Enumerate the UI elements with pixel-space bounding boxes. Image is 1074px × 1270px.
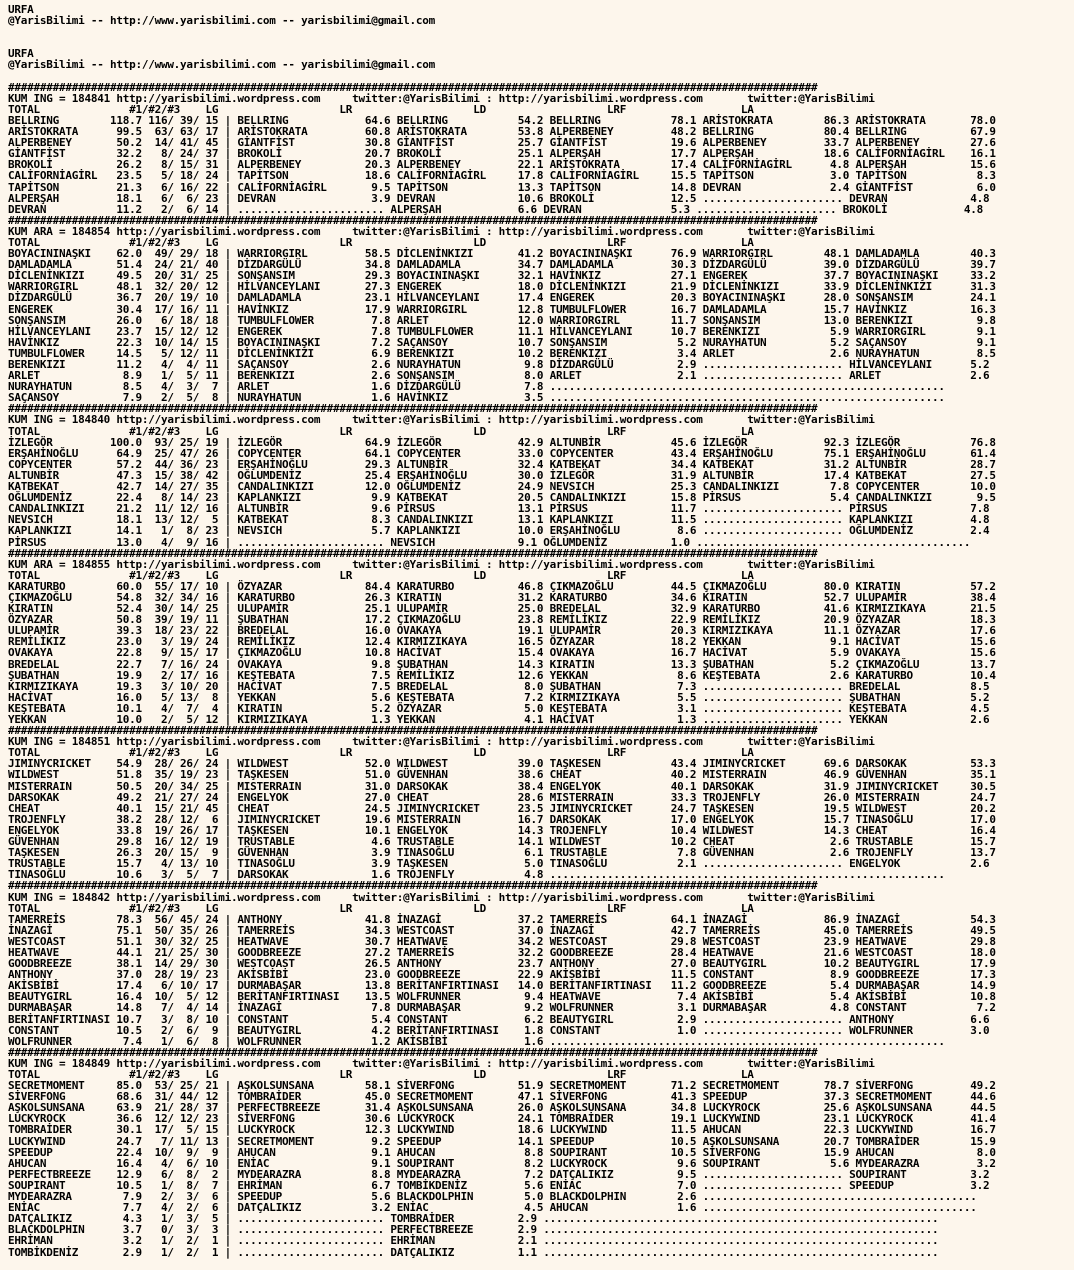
table-row: EHRİMAN 3.2 1/ 2/ 1 | ....................... EHRİMAN 2.1 .............................................................. (8, 1234, 939, 1248)
table-row: KEŞTEBATA 10.1 4/ 7/ 4 | KIRATIN 5.2 ÖZYAZAR 5.0 KEŞTEBATA 3.1 ...................... KEŞTEBATA 4.5 (8, 701, 990, 715)
table-row: KIRMIZIKAYA 19.3 3/ 10/ 20 | HACİVAT 7.5 BREDELAL 8.0 ŞUBATHAN 7.3 ...................... BREDELAL 8.5 (8, 679, 990, 693)
table-row: COPYCENTER 57.2 44/ 36/ 23 | ERŞAHİNOĞLU 29.3 ALTUNBİR 32.4 KATBEKAT 34.4 KATBEKAT 31.2 ALTUNBİR 28.7 (8, 457, 996, 471)
table-row: ŞUBATHAN 19.9 2/ 17/ 16 | KEŞTEBATA 7.5 REMİLİKIZ 12.6 YEKKAN 8.6 KEŞTEBATA 2.6 KARATURBO 10.4 (8, 668, 996, 682)
table-row: NEVSICH 18.1 13/ 12/ 5 | KATBEKAT 8.3 CANDALINKIZI 13.1 KAPLANKIZI 11.5 ...................... KAPLANKIZI 4.8 (8, 513, 990, 527)
table-row: DURMABAŞAR 14.8 7/ 4/ 14 | İNAZAGİ 7.8 DURMABAŞAR 9.2 WOLFRUNNER 3.1 DURMABAŞAR 4.8 CONSTANT 7.2 (8, 1001, 996, 1015)
table-row: İNAZAGİ 75.1 50/ 35/ 26 | TAMERREİS 34.3 WESTCOAST 37.0 İNAZAGİ 42.7 TAMERREİS 45.0 TAMERREİS 49.5 (8, 923, 996, 937)
table-row: ALPERŞAH 18.1 6/ 6/ 23 | DEVRAN 3.9 DEVRAN 10.6 BROKOLİ 12.5 ...................... DEVRAN 4.8 (8, 191, 990, 205)
table-row: WARRIORGIRL 48.1 32/ 20/ 12 | HİLVANCEYLANI 27.3 ENGEREK 18.0 DİCLENİNKIZI 21.9 DİCLENİNKIZI 33.9 DİCLENİNKIZI 31.3 (8, 280, 996, 294)
table-row: HACİVAT 16.0 5/ 13/ 8 | YEKKAN 5.6 KEŞTEBATA 7.2 KIRMIZIKAYA 5.5 ...................... ŞUBATHAN 5.2 (8, 690, 990, 704)
table-row: MISTERRAIN 50.5 20/ 34/ 25 | MISTERRAIN 31.0 DARSOKAK 38.4 ENGELYOK 40.1 DARSOKAK 31.9 JIMINYCRICKET 30.5 (8, 779, 996, 793)
column-header: TOTAL #1/#2/#3 LG LR LD LRF LA (8, 568, 754, 582)
table-row: HEATWAVE 44.1 21/ 25/ 30 | GOODBREEZE 27.2 TAMERREİS 32.2 GOODBREEZE 28.4 HEATWAVE 21.6 WESTCOAST 18.0 (8, 945, 996, 959)
table-row: BLACKDOLPHIN 3.7 0/ 3/ 3 | ....................... PERFECTBREEZE 2.9 .............................................................. (8, 1223, 939, 1237)
race-header: KUM ING = 184851 http://yarisbilimi.wordpress.com twitter:@YarisBilimi : http://yarisbilimi.wordpress.com twitter:@YarisBilimi (8, 735, 875, 749)
table-row: BOYACININAŞKI 62.0 49/ 29/ 18 | WARRIORGIRL 58.5 DİCLENİNKIZI 41.2 BOYACININAŞKI 76.9 WARRIORGIRL 48.1 DAMLADAMLA 40.3 (8, 247, 996, 261)
table-row: SAÇANSOY 7.9 2/ 5/ 8 | NURAYHATUN 1.6 HAVİNKIZ 3.5 .............................................................. (8, 391, 945, 405)
table-row: BROKOLİ 26.2 8/ 15/ 31 | ALPERBENEY 20.3 ALPERBENEY 22.1 ARİSTOKRATA 17.4 CALİFORNİAGİRL 4.8 ALPERŞAH 15.6 (8, 158, 996, 172)
table-row: LUCKYROCK 36.6 12/ 12/ 23 | SİVERFONG 30.6 LUCKYROCK 24.1 TOMBRAİDER 19.1 LUCKYWIND 23.1 LUCKYROCK 41.4 (8, 1112, 996, 1126)
table-row: JIMINYCRICKET 54.9 28/ 26/ 24 | WILDWEST 52.0 WILDWEST 39.0 TAŞKESEN 43.4 JIMINYCRICKET 69.6 DARSOKAK 53.3 (8, 757, 996, 771)
table-row: SONŞANSIM 26.0 6/ 18/ 18 | TUMBULFLOWER 7.8 ARLET 12.0 WARRIORGIRL 11.7 SONŞANSIM 13.0 BERENKIZI 9.8 (8, 313, 996, 327)
table-row: ARLET 8.9 1/ 5/ 11 | BERENKIZI 2.6 SONŞANSIM 8.0 ARLET 2.1 ...................... ARLET 2.6 (8, 369, 990, 383)
table-row: DARSOKAK 49.2 21/ 27/ 24 | ENGELYOK 27.0 CHEAT 28.6 MISTERRAIN 33.3 TROJENFLY 26.0 MISTERRAIN 24.7 (8, 790, 996, 804)
blank-line (8, 26, 1074, 37)
table-row: GİANTFİST 32.2 8/ 24/ 37 | BROKOLİ 20.7 BROKOLİ 25.1 ALPERŞAH 17.7 ALPERŞAH 18.6 CALİFORNİAGİRL 16.1 (8, 147, 996, 161)
race-header: KUM ING = 184840 http://yarisbilimi.wordpress.com twitter:@YarisBilimi : http://yarisbilimi.wordpress.com twitter:@YarisBilimi (8, 413, 875, 427)
column-header: TOTAL #1/#2/#3 LG LR LD LRF LA (8, 235, 754, 249)
table-row: ERŞAHİNOĞLU 64.9 25/ 47/ 26 | COPYCENTER 64.1 COPYCENTER 33.0 COPYCENTER 43.4 ERŞAHİNOĞLU 75.1 ERŞAHİNOĞLU 61.4 (8, 446, 996, 460)
table-row: SECRETMOMENT 85.0 53/ 25/ 21 | AŞKOLSUNSANA 58.1 SİVERFONG 51.9 SECRETMOMENT 71.2 SECRETMOMENT 78.7 SİVERFONG 49.2 (8, 1079, 996, 1093)
column-header: TOTAL #1/#2/#3 LG LR LD LRF LA (8, 102, 754, 116)
table-row: ULUPAMİR 39.3 18/ 23/ 22 | BREDELAL 16.0 OVAKAYA 19.1 ULUPAMİR 20.3 KIRMIZIKAYA 11.1 ÖZYAZAR 17.6 (8, 624, 996, 638)
table-row: TOMBRAİDER 30.1 17/ 5/ 15 | LUCKYROCK 12.3 LUCKYWIND 18.6 LUCKYWIND 11.5 AHUCAN 22.3 LUCKYWIND 16.7 (8, 1123, 996, 1137)
table-row: REMİLİKIZ 23.0 3/ 19/ 24 | REMİLİKIZ 12.4 KIRMIZIKAYA 16.5 ÖZYAZAR 18.2 YEKKAN 9.1 HACİVAT 15.6 (8, 635, 996, 649)
table-row: SİVERFONG 68.6 31/ 44/ 12 | TOMBRAİDER 45.0 SECRETMOMENT 47.1 SİVERFONG 41.3 SPEEDUP 37.3 SECRETMOMENT 44.6 (8, 1090, 996, 1104)
table-row: CANDALINKIZI 21.2 11/ 12/ 16 | ALTUNBİR 9.6 PİRSUS 13.1 PİRSUS 11.7 ...................... PİRSUS 7.8 (8, 502, 990, 516)
table-row: TAMERREİS 78.3 56/ 45/ 24 | ANTHONY 41.8 İNAZAGİ 37.2 TAMERREİS 64.1 İNAZAGİ 86.9 İNAZAGİ 54.3 (8, 912, 996, 926)
column-header: TOTAL #1/#2/#3 LG LR LD LRF LA (8, 746, 754, 760)
table-row: GÜVENHAN 29.8 16/ 12/ 19 | TRUSTABLE 4.6 TRUSTABLE 14.1 WILDWEST 10.2 CHEAT 2.6 TRUSTABLE 15.7 (8, 835, 996, 849)
table-row: TAPİTSON 21.3 6/ 16/ 22 | CALİFORNİAGİRL 9.5 TAPİTSON 13.3 TAPİTSON 14.8 DEVRAN 2.4 GİANTFİST 6.0 (8, 180, 996, 194)
table-row: TAŞKESEN 26.3 20/ 15/ 9 | GÜVENHAN 3.9 TINASOĞLU 6.1 TRUSTABLE 7.8 GÜVENHAN 2.6 TROJENFLY 13.7 (8, 846, 996, 860)
column-header: TOTAL #1/#2/#3 LG LR LD LRF LA (8, 1068, 754, 1081)
table-row: ENİAC 7.7 4/ 2/ 6 | DATÇALIKIZ 3.2 ENİAC 4.5 AHUCAN 1.6 ........................................... (8, 1201, 977, 1215)
table-row: TROJENFLY 38.2 28/ 12/ 6 | JIMINYCRICKET 19.6 MISTERRAIN 16.7 DARSOKAK 17.0 ENGELYOK 15.7 TINASOĞLU 17.0 (8, 812, 996, 826)
table-row: PİRSUS 13.0 4/ 9/ 16 | ....................... NEVSICH 9.1 OĞLUMDENİZ 1.0 ........................................... (8, 535, 971, 549)
table-row: ÖZYAZAR 50.8 39/ 19/ 11 | ŞUBATHAN 17.2 ÇIKMAZOĞLU 23.8 REMİLİKIZ 22.9 REMİLİKIZ 20.9 ÖZYAZAR 18.3 (8, 613, 996, 627)
table-row: DEVRAN 11.2 2/ 6/ 14 | ....................... ALPERŞAH 6.6 DEVRAN 5.3 ...................... BROKOLİ 4.8 (8, 202, 984, 216)
section-separator: ############################################################################################################################### (8, 213, 818, 227)
table-row: ALPERBENEY 50.2 14/ 41/ 45 | GİANTFİST 30.8 GİANTFİST 25.7 GİANTFİST 19.6 ALPERBENEY 33.7 ALPERBENEY 27.6 (8, 136, 996, 150)
table-row: TRUSTABLE 15.7 4/ 13/ 10 | TINASOĞLU 3.9 TAŞKESEN 5.0 TINASOĞLU 2.1 ...................... ENGELYOK 2.6 (8, 857, 990, 871)
table-row: GOODBREEZE 38.1 14/ 29/ 30 | WESTCOAST 26.5 ANTHONY 23.7 ANTHONY 27.0 BEAUTYGIRL 10.2 BEAUTYGIRL 17.9 (8, 957, 996, 971)
table-row: BERİTANFIRTINASI 10.7 3/ 8/ 10 | CONSTANT 5.4 CONSTANT 6.2 BEAUTYGIRL 2.9 ...................... ANTHONY 6.6 (8, 1012, 990, 1026)
table-row: WILDWEST 51.8 35/ 19/ 23 | TAŞKESEN 51.0 GÜVENHAN 38.6 CHEAT 40.2 MISTERRAIN 46.9 GÜVENHAN 35.1 (8, 768, 996, 782)
table-row: DATÇALIKIZ 4.3 1/ 3/ 5 | ....................... TOMBRAİDER 2.9 .............................................................. (8, 1212, 939, 1226)
table-row: TINASOĞLU 10.6 3/ 5/ 7 | DARSOKAK 1.6 TROJENFLY 4.8 .............................................................. (8, 868, 945, 882)
race-header: KUM ING = 184849 http://yarisbilimi.wordpress.com twitter:@YarisBilimi : http://yarisbilimi.wordpress.com twitter:@YarisBilimi (8, 1056, 875, 1070)
table-row: TOMBİKDENİZ 2.9 1/ 2/ 1 | ....................... DATÇALIKIZ 1.1 .............................................................. (8, 1245, 939, 1259)
table-row: ARİSTOKRATA 99.5 63/ 63/ 17 | ARİSTOKRATA 60.8 ARİSTOKRATA 53.8 ALPERBENEY 48.2 BELLRING 80.4 BELLRING 67.9 (8, 125, 996, 139)
section-separator: ############################################################################################################################### (8, 724, 818, 738)
race-header: KUM ARA = 184854 http://yarisbilimi.wordpress.com twitter:@YarisBilimi : http://yarisbilimi.wordpress.com twitter:@YarisBilimi (8, 224, 875, 238)
race-header: KUM ARA = 184855 http://yarisbilimi.wordpress.com twitter:@YarisBilimi : http://yarisbilimi.wordpress.com twitter:@YarisBilimi (8, 557, 875, 571)
table-row: WOLFRUNNER 7.4 1/ 6/ 8 | WOLFRUNNER 1.2 AKİSBİBİ 1.6 .............................................................. (8, 1034, 945, 1048)
table-row: WESTCOAST 51.1 30/ 32/ 25 | HEATWAVE 30.7 HEATWAVE 34.2 WESTCOAST 29.8 WESTCOAST 23.9 HEATWAVE 29.8 (8, 934, 996, 948)
table-row: SOUPIRANT 10.5 1/ 8/ 7 | EHRİMAN 6.7 TOMBİKDENİZ 5.6 ENİAC 7.0 ...................... SPEEDUP 3.2 (8, 1178, 990, 1192)
table-row: İZLEGÖR 100.0 93/ 25/ 19 | İZLEGÖR 64.9 İZLEGÖR 42.9 ALTUNBİR 45.6 İZLEGÖR 92.3 İZLEGÖR 76.8 (8, 435, 996, 449)
blank-line (8, 37, 1074, 48)
table-row: LUCKYWIND 24.7 7/ 11/ 13 | SECRETMOMENT 9.2 SPEEDUP 14.1 SPEEDUP 10.5 AŞKOLSUNSANA 20.7 TOMBRAİDER 15.9 (8, 1134, 996, 1148)
table-row: ENGELYOK 33.8 19/ 26/ 17 | TAŞKESEN 10.1 ENGELYOK 14.3 TROJENFLY 10.4 WILDWEST 14.3 CHEAT 16.4 (8, 823, 996, 837)
table-row: ALTUNBİR 47.3 15/ 38/ 42 | OĞLUMDENİZ 25.4 ERŞAHİNOĞLU 30.0 İZLEGÖR 31.9 ALTUNBİR 17.4 KATBEKAT 27.5 (8, 468, 996, 482)
table-row: AKİSBİBİ 17.4 6/ 10/ 17 | DURMABAŞAR 13.8 BERİTANFIRTINASI 14.0 BERİTANFIRTINASI 11.2 GOODBREEZE 5.4 DURMABAŞAR 14.9 (8, 979, 996, 993)
table-row: KATBEKAT 42.7 14/ 27/ 35 | CANDALINKIZI 12.0 OĞLUMDENİZ 24.9 NEVSICH 25.3 CANDALINKIZI 7.8 COPYCENTER 10.0 (8, 480, 996, 494)
table-row: DİZDARGÜLÜ 36.7 20/ 19/ 10 | DAMLADAMLA 23.1 HİLVANCEYLANI 17.4 ENGEREK 20.3 BOYACININAŞKI 28.0 SONŞANSIM 24.1 (8, 291, 996, 305)
table-row: KARATURBO 60.0 55/ 17/ 10 | ÖZYAZAR 84.4 KARATURBO 46.8 ÇIKMAZOĞLU 44.5 ÇIKMAZOĞLU 80.0 KIRATIN 57.2 (8, 579, 996, 593)
table-row: HAVİNKIZ 22.3 10/ 14/ 15 | BOYACININAŞKI 7.2 SAÇANSOY 10.7 SONŞANSIM 5.2 NURAYHATUN 5.2 SAÇANSOY 9.1 (8, 335, 996, 349)
city-title: URFA (8, 47, 34, 61)
table-row: KAPLANKIZI 14.1 1/ 8/ 23 | NEVSICH 5.7 KAPLANKIZI 10.0 ERŞAHİNOĞLU 8.6 ...................... OĞLUMDENİZ 2.4 (8, 524, 990, 538)
table-row: DİCLENİNKIZI 49.5 20/ 31/ 25 | SONŞANSIM 29.3 BOYACININAŞKI 32.1 HAVİNKIZ 27.1 ENGEREK 37.7 BOYACININAŞKI 33.2 (8, 269, 996, 283)
table-row: OĞLUMDENİZ 22.4 8/ 14/ 23 | KAPLANKIZI 9.9 KATBEKAT 20.5 CANDALINKIZI 15.8 PİRSUS 5.4 CANDALINKIZI 9.5 (8, 491, 996, 505)
table-row: KIRATIN 52.4 30/ 14/ 25 | ULUPAMİR 25.1 ULUPAMİR 25.0 BREDELAL 32.9 KARATURBO 41.6 KIRMIZIKAYA 21.5 (8, 602, 996, 616)
table-row: NURAYHATUN 8.5 4/ 3/ 7 | ARLET 1.6 DİZDARGÜLÜ 7.8 .............................................................. (8, 380, 945, 394)
race-header: KUM ING = 184841 http://yarisbilimi.wordpress.com twitter:@YarisBilimi : http://yarisbilimi.wordpress.com twitter:@YarisBilimi (8, 91, 875, 105)
table-row: OVAKAYA 22.8 9/ 15/ 17 | ÇIKMAZOĞLU 10.8 HACİVAT 15.4 OVAKAYA 16.7 HACİVAT 5.9 OVAKAYA 15.6 (8, 646, 996, 660)
contact-line: @YarisBilimi -- http://www.yarisbilimi.com -- yarisbilimi@gmail.com (8, 58, 435, 72)
table-row: CALİFORNİAGİRL 23.5 5/ 18/ 24 | TAPİTSON 18.6 CALİFORNİAGİRL 17.8 CALİFORNİAGİRL 15.5 TAPİTSON 3.0 TAPİTSON 8.3 (8, 169, 996, 183)
city-title: URFA (8, 3, 34, 16)
table-row: ANTHONY 37.0 28/ 19/ 23 | AKİSBİBİ 23.0 GOODBREEZE 22.9 AKİSBİBİ 11.5 CONSTANT 8.9 GOODBREEZE 17.3 (8, 968, 996, 982)
table-row: BEAUTYGIRL 16.4 10/ 5/ 12 | BERİTANFIRTINASI 13.5 WOLFRUNNER 9.4 HEATWAVE 7.4 AKİSBİBİ 5.4 AKİSBİBİ 10.8 (8, 990, 996, 1004)
table-row: MYDEARAZRA 7.9 2/ 3/ 6 | SPEEDUP 5.6 BLACKDOLPHIN 5.0 BLACKDOLPHIN 2.6 ........................................... (8, 1190, 977, 1204)
section-separator: ############################################################################################################################### (8, 879, 818, 893)
table-row: BERENKIZI 11.2 4/ 4/ 11 | SAÇANSOY 2.6 NURAYHATUN 9.8 DİZDARGÜLÜ 2.9 ...................... HİLVANCEYLANI 5.2 (8, 358, 990, 371)
table-row: CONSTANT 10.5 2/ 6/ 9 | BEAUTYGIRL 4.2 BERİTANFIRTINASI 1.8 CONSTANT 1.0 ...................... WOLFRUNNER 3.0 (8, 1023, 990, 1037)
column-header: TOTAL #1/#2/#3 LG LR LD LRF LA (8, 901, 754, 915)
table-row: AŞKOLSUNSANA 63.9 21/ 28/ 37 | PERFECTBREEZE 31.4 AŞKOLSUNSANA 26.0 AŞKOLSUNSANA 34.8 LUCKYROCK 25.6 AŞKOLSUNSANA 44.5 (8, 1101, 996, 1115)
section-separator: ############################################################################################################################### (8, 546, 818, 560)
blank-line (8, 71, 1074, 82)
table-row: ENGEREK 30.4 17/ 16/ 11 | HAVİNKIZ 17.9 WARRIORGIRL 12.8 TUMBULFLOWER 16.7 DAMLADAMLA 15.7 HAVİNKIZ 16.3 (8, 302, 996, 316)
section-separator: ############################################################################################################################### (8, 1045, 818, 1059)
column-header: TOTAL #1/#2/#3 LG LR LD LRF LA (8, 424, 754, 438)
table-row: ÇIKMAZOĞLU 54.8 32/ 34/ 16 | KARATURBO 26.3 KIRATIN 31.2 KARATURBO 34.6 KIRATIN 52.7 ULUPAMİR 38.4 (8, 590, 996, 604)
contact-line: @YarisBilimi -- http://www.yarisbilimi.com -- yarisbilimi@gmail.com (8, 14, 435, 28)
section-separator: ############################################################################################################################### (8, 402, 818, 416)
table-row: DAMLADAMLA 51.4 24/ 21/ 40 | DİZDARGÜLÜ 34.8 DAMLADAMLA 34.7 DAMLADAMLA 30.3 DİZDARGÜLÜ 39.0 DİZDARGÜLÜ 39.7 (8, 258, 996, 272)
table-row: HİLVANCEYLANI 23.7 15/ 12/ 12 | ENGEREK 7.8 TUMBULFLOWER 11.1 HİLVANCEYLANI 10.7 BERENKIZI 5.9 WARRIORGIRL 9.1 (8, 324, 996, 338)
table-row: YEKKAN 10.0 2/ 5/ 12 | KIRMIZIKAYA 1.3 YEKKAN 4.1 HACİVAT 1.3 ...................... YEKKAN 2.6 (8, 713, 990, 726)
table-row: BELLRING 118.7 116/ 39/ 15 | BELLRING 64.6 BELLRING 54.2 BELLRING 78.1 ARİSTOKRATA 86.3 ARİSTOKRATA 78.0 (8, 113, 996, 127)
race-header: KUM ING = 184842 http://yarisbilimi.wordpress.com twitter:@YarisBilimi : http://yarisbilimi.wordpress.com twitter:@YarisBilimi (8, 890, 875, 904)
table-row: TUMBULFLOWER 14.5 5/ 12/ 11 | DİCLENİNKIZI 6.9 BERENKIZI 10.2 BERENKIZI 3.4 ARLET 2.6 NURAYHATUN 8.5 (8, 346, 996, 360)
table-row: AHUCAN 16.4 4/ 6/ 10 | ENİAC 9.1 SOUPIRANT 8.2 LUCKYROCK 9.6 SOUPIRANT 5.6 MYDEARAZRA 3.2 (8, 1156, 996, 1170)
table-row: SPEEDUP 22.4 10/ 9/ 9 | AHUCAN 9.1 AHUCAN 8.8 SOUPIRANT 10.5 SİVERFONG 15.9 AHUCAN 8.0 (8, 1145, 996, 1159)
table-row: BREDELAL 22.7 7/ 16/ 24 | OVAKAYA 9.8 ŞUBATHAN 14.3 KIRATIN 13.3 ŞUBATHAN 5.2 ÇIKMAZOĞLU 13.7 (8, 657, 996, 671)
table-row: CHEAT 40.1 15/ 21/ 45 | CHEAT 24.5 JIMINYCRICKET 23.5 JIMINYCRICKET 24.7 TAŞKESEN 19.5 WILDWEST 20.2 (8, 801, 996, 815)
table-row: PERFECTBREEZE 12.9 6/ 8/ 2 | MYDEARAZRA 8.8 MYDEARAZRA 7.2 DATÇALIKIZ 9.5 ...................... SOUPIRANT 3.2 (8, 1167, 990, 1181)
section-separator: ############################################################################################################################### (8, 80, 818, 94)
